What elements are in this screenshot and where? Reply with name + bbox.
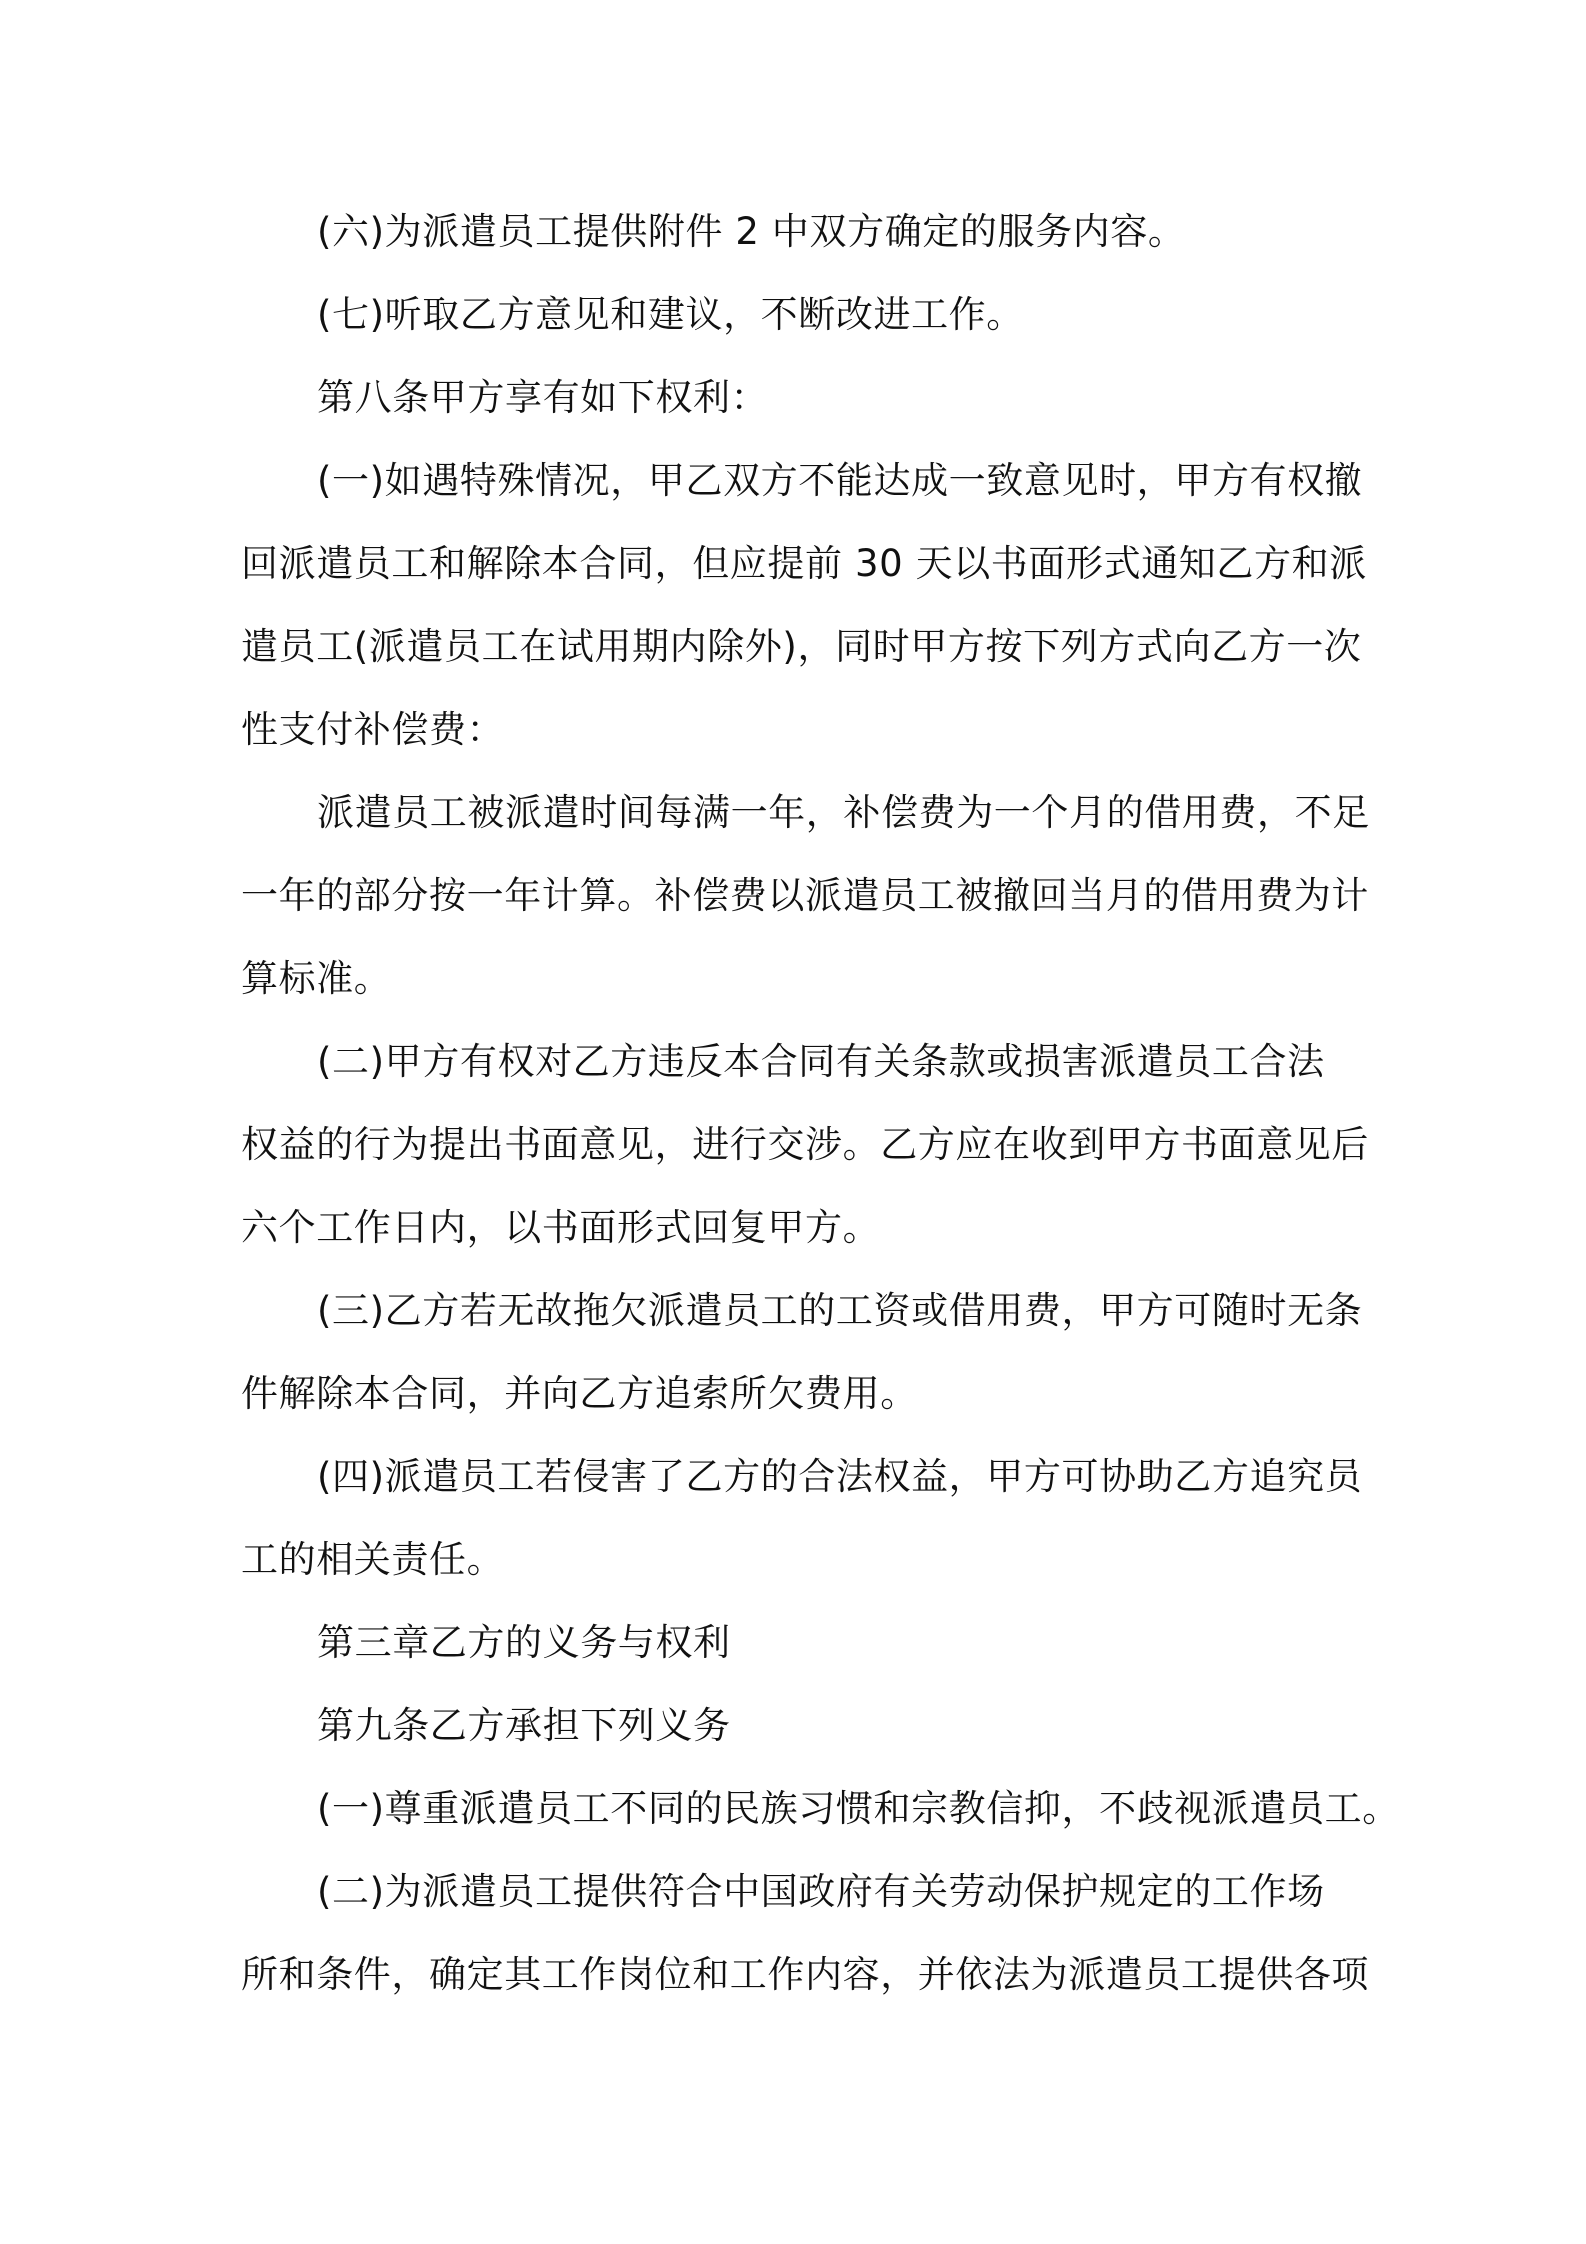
text-line: 性支付补偿费： bbox=[241, 708, 505, 751]
text-line: (二)甲方有权对乙方违反本合同有关条款或损害派遣员工合法 bbox=[317, 1040, 1325, 1083]
document-body bbox=[241, 190, 1400, 2016]
text-line: (七)听取乙方意见和建议，不断改进工作。 bbox=[317, 293, 1024, 336]
text-line: 件解除本合同，并向乙方追索所欠费用。 bbox=[241, 1372, 918, 1415]
text-line: 算标准。 bbox=[241, 957, 392, 1000]
text-line: (三)乙方若无故拖欠派遣员工的工资或借用费，甲方可随时无条 bbox=[317, 1289, 1363, 1332]
text-line: (六)为派遣员工提供附件 2 中双方确定的服务内容。 bbox=[317, 210, 1186, 253]
text-line: 权益的行为提出书面意见，进行交涉。乙方应在收到甲方书面意见后 bbox=[241, 1123, 1369, 1166]
text-line: (四)派遣员工若侵害了乙方的合法权益，甲方可协助乙方追究员 bbox=[317, 1455, 1363, 1498]
text-line: 所和条件，确定其工作岗位和工作内容，并依法为派遣员工提供各项 bbox=[241, 1953, 1369, 1996]
text-line: (二)为派遣员工提供符合中国政府有关劳动保护规定的工作场 bbox=[317, 1870, 1325, 1913]
text-line: (一)如遇特殊情况，甲乙双方不能达成一致意见时，甲方有权撤 bbox=[317, 459, 1363, 502]
section-heading: 第九条乙方承担下列义务 bbox=[317, 1704, 731, 1747]
chapter-heading: 第三章乙方的义务与权利 bbox=[317, 1621, 731, 1664]
text-line: (一)尊重派遣员工不同的民族习惯和宗教信抑，不歧视派遣员工。 bbox=[317, 1787, 1400, 1830]
text-line: 一年的部分按一年计算。补偿费以派遣员工被撤回当月的借用费为计 bbox=[241, 874, 1369, 917]
text-line: 回派遣员工和解除本合同，但应提前 30 天以书面形式通知乙方和派 bbox=[241, 542, 1367, 585]
text-line: 六个工作日内，以书面形式回复甲方。 bbox=[241, 1206, 881, 1249]
text-line: 派遣员工被派遣时间每满一年，补偿费为一个月的借用费，不足 bbox=[317, 791, 1370, 834]
text-line: 遣员工(派遣员工在试用期内除外)，同时甲方按下列方式向乙方一次 bbox=[241, 625, 1362, 668]
text-line: 工的相关责任。 bbox=[241, 1538, 505, 1581]
section-heading: 第八条甲方享有如下权利： bbox=[317, 376, 769, 419]
